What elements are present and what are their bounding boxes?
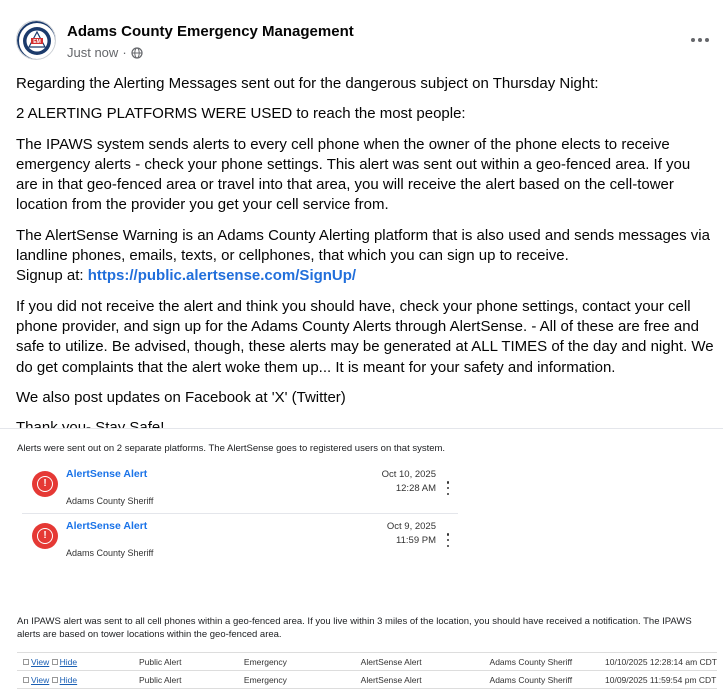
post-header [16, 20, 716, 64]
alert-card[interactable] [22, 462, 458, 514]
attached-image[interactable] [0, 428, 723, 694]
alert-source: AlertSense Alert [361, 653, 490, 671]
view-link[interactable]: View [31, 656, 50, 667]
more-horizontal-icon [691, 38, 695, 42]
alert-sent-at: 10/09/2025 11:59:54 pm CDT [605, 671, 717, 689]
kebab-dot [447, 487, 450, 490]
row-actions [17, 653, 139, 671]
alert-sender: Adams County Sheriff [66, 548, 154, 558]
signup-link[interactable]: https://public.alertsense.com/SignUp/ [87, 267, 357, 285]
post-meta [67, 45, 143, 60]
alertsense-caption: Alerts were sent out on 2 separate platforms. The AlertSense goes to registered users on that system. [17, 443, 446, 454]
post-paragraph: Regarding the Alerting Messages sent out for the dangerous subject on Thursday Night: [16, 75, 599, 92]
more-dot [698, 38, 702, 42]
page-name[interactable]: Adams County Emergency Management [67, 23, 354, 40]
ipaws-caption: An IPAWS alert was sent to all cell phones within a geo-fenced area. If you live within 3 miles of the location, you should have received a notification. The IPAWS alerts are based on tower locations within the geo-fenced area. [17, 616, 692, 640]
more-vertical-icon[interactable] [444, 481, 452, 495]
alert-sender: Adams County Sheriff [66, 496, 154, 506]
post-paragraph: The IPAWS system sends alerts to every cell phone when the owner of the phone elects to receive emergency alerts - check your phone settings. This alert was sent out within a geo-fenced area. If you are in that geo-fenced area or travel into that area, you will receive the alert based on the cell-tower location from the provider you get your cell service from. [16, 135, 691, 214]
alertsense-paragraph [16, 226, 716, 287]
alert-title[interactable]: AlertSense Alert [66, 520, 148, 532]
ipaws-alert-table [17, 652, 717, 689]
post-timestamp[interactable]: Just now [67, 45, 119, 60]
alert-title[interactable]: AlertSense Alert [66, 468, 148, 480]
hide-link[interactable]: Hide [59, 656, 78, 667]
globe-icon[interactable] [131, 47, 143, 59]
signup-label: Signup at: [16, 267, 88, 285]
alert-type: Public Alert [139, 653, 244, 671]
post-paragraph: 2 ALERTING PLATFORMS WERE USED to reach the most people: [16, 105, 466, 123]
view-link[interactable]: View [31, 674, 50, 685]
page-avatar[interactable] [16, 20, 56, 60]
exclamation-glyph: ! [37, 528, 53, 544]
row-checkbox-icon [23, 659, 29, 665]
more-dot [705, 38, 709, 42]
alert-sent-at: 10/10/2025 12:28:14 am CDT [605, 653, 717, 671]
alert-card[interactable] [22, 514, 458, 566]
alert-circle-icon [32, 523, 58, 549]
row-hide-icon [52, 659, 58, 665]
alert-date: Oct 9, 2025 [386, 521, 436, 532]
hide-link[interactable]: Hide [59, 674, 78, 685]
row-checkbox-icon [23, 677, 29, 683]
alert-source: AlertSense Alert [361, 671, 490, 689]
em-logo-icon [17, 21, 56, 60]
alertsense-text: The AlertSense Warning is an Adams County Alerting platform that is also used and sends messages via landline phones, emails, texts, or cellphones, that which you can sign up to receive. [16, 226, 710, 265]
more-vertical-icon[interactable] [444, 533, 452, 547]
row-actions [17, 671, 139, 689]
kebab-dot [447, 493, 450, 496]
alert-sent-by: Adams County Sheriff [490, 653, 605, 671]
exclamation-glyph: ! [37, 476, 53, 492]
svg-text:EM: EM [33, 39, 41, 46]
kebab-dot [447, 545, 450, 548]
kebab-dot [447, 533, 450, 536]
row-hide-icon [52, 677, 58, 683]
kebab-dot [447, 481, 450, 484]
alert-category: Emergency [244, 653, 361, 671]
alert-sent-by: Adams County Sheriff [490, 671, 605, 689]
alert-circle-icon [32, 471, 58, 497]
kebab-dot [447, 539, 450, 542]
alert-category: Emergency [244, 671, 361, 689]
post-message [16, 74, 716, 448]
table-row [17, 653, 717, 671]
more-options-button[interactable] [684, 28, 716, 52]
meta-separator: · [122, 45, 127, 60]
table-row [17, 671, 717, 689]
alert-time: 12:28 AM [395, 483, 436, 494]
alert-type: Public Alert [139, 671, 244, 689]
post-paragraph: If you did not receive the alert and think you should have, check your phone settings, contact your cell phone provider, and sign up for the Adams County Alerts through AlertSense. - All of these are free and safe to utilize. Be advised, though, these alerts may be generated at ALL TIMES of the day and night. We do get complaints that the alert woke them up... It is meant for your safety and information. [16, 297, 714, 376]
post-paragraph: We also post updates on Facebook at 'X' (Twitter) [16, 388, 346, 406]
alert-date: Oct 10, 2025 [381, 469, 436, 480]
alert-time: 11:59 PM [396, 535, 436, 546]
